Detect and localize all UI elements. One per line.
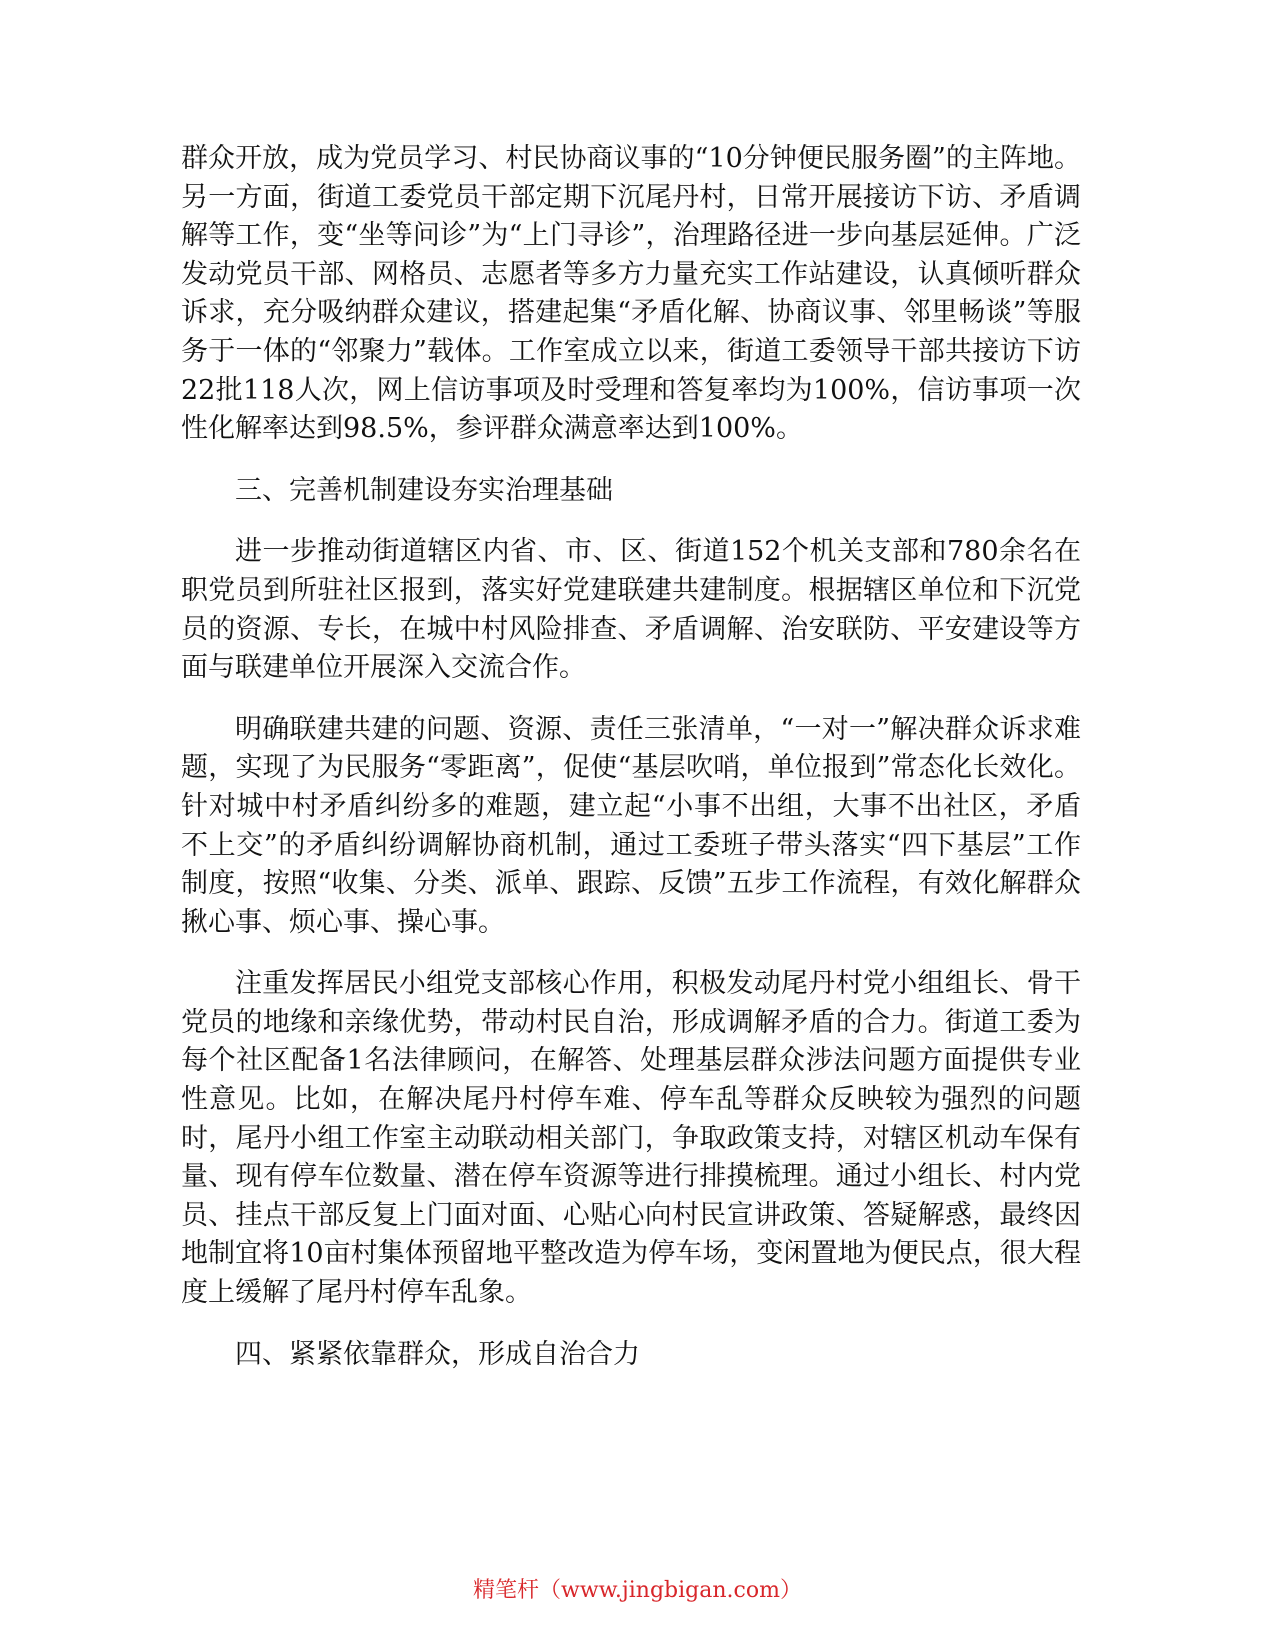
section-heading-4: 四、紧紧依靠群众，形成自治合力 <box>235 1338 640 1370</box>
paragraph-2: 进一步推动街道辖区内省、市、区、街道152个机关支部和780余名在职党员到所驻社区报到，落实好党建联建共建制度。根据辖区单位和下沉党员的资源、专长，在城中村风险排查、矛盾调解、治安联防、平安建设等方面与联建单位开展深入交流合作。 <box>181 536 1081 684</box>
paragraph-3: 明确联建共建的问题、资源、责任三张清单，“一对一”解决群众诉求难题，实现了为民服务“零距离”，促使“基层吹哨，单位报到”常态化长效化。针对城中村矛盾纠纷多的难题，建立起“小事不出组，大事不出社区，矛盾不上交”的矛盾纠纷调解协商机制，通过工委班子带头落实“四下基层”工作制度，按照“收集、分类、派单、跟踪、反馈”五步工作流程，有效化解群众揪心事、烦心事、操心事。 <box>181 713 1081 938</box>
section-heading-3: 三、完善机制建设夯实治理基础 <box>235 474 613 506</box>
document-body <box>181 140 1081 1397</box>
footer-watermark-link[interactable]: 精笔杆（www.jingbigan.com） <box>473 1578 802 1603</box>
paragraph-1: 群众开放，成为党员学习、村民协商议事的“10分钟便民服务圈”的主阵地。另一方面，街道工委党员干部定期下沉尾丹村，日常开展接访下访、矛盾调解等工作，变“坐等问诊”为“上门寻诊”，治理路径进一步向基层延伸。广泛发动党员干部、网格员、志愿者等多方力量充实工作站建设，认真倾听群众诉求，充分吸纳群众建议，搭建起集“矛盾化解、协商议事、邻里畅谈”等服务于一体的“邻聚力”载体。工作室成立以来，街道工委领导干部共接访下访22批118人次，网上信访事项及时受理和答复率均为100%，信访事项一次性化解率达到98.5%，参评群众满意率达到100%。 <box>181 143 1081 445</box>
paragraph-4: 注重发挥居民小组党支部核心作用，积极发动尾丹村党小组组长、骨干党员的地缘和亲缘优势，带动村民自治，形成调解矛盾的合力。街道工委为每个社区配备1名法律顾问，在解答、处理基层群众涉法问题方面提供专业性意见。比如，在解决尾丹村停车难、停车乱等群众反映较为强烈的问题时，尾丹小组工作室主动联动相关部门，争取政策支持，对辖区机动车保有量、现有停车位数量、潜在停车资源等进行排摸梳理。通过小组长、村内党员、挂点干部反复上门面对面、心贴心向村民宣讲政策、答疑解惑，最终因地制宜将10亩村集体预留地平整改造为停车场，变闲置地为便民点，很大程度上缓解了尾丹村停车乱象。 <box>181 968 1081 1309</box>
